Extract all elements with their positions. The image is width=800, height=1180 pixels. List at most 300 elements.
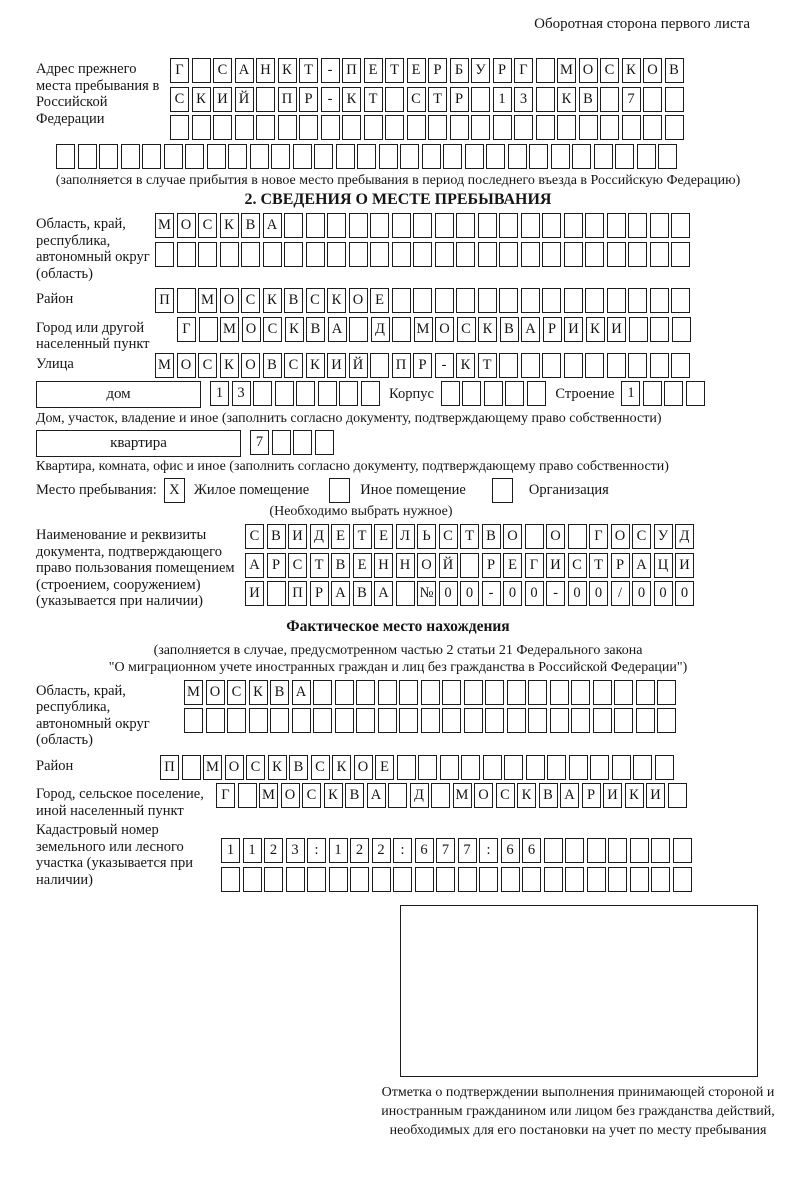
kvartira-row[interactable] bbox=[250, 430, 336, 455]
char-cell[interactable]: Р bbox=[543, 317, 562, 342]
char-cell[interactable]: С bbox=[311, 755, 330, 780]
char-cell[interactable]: О bbox=[417, 553, 436, 578]
char-cell[interactable] bbox=[327, 242, 346, 267]
char-cell[interactable]: И bbox=[546, 553, 565, 578]
char-cell[interactable] bbox=[206, 708, 225, 733]
char-cell[interactable] bbox=[177, 288, 196, 313]
char-cell[interactable] bbox=[356, 708, 375, 733]
char-cell[interactable]: А bbox=[292, 680, 311, 705]
char-cell[interactable] bbox=[542, 288, 561, 313]
char-cell[interactable] bbox=[607, 353, 626, 378]
char-cell[interactable]: К bbox=[456, 353, 475, 378]
char-cell[interactable] bbox=[442, 680, 461, 705]
char-cell[interactable] bbox=[587, 867, 606, 892]
char-cell[interactable] bbox=[78, 144, 97, 169]
char-cell[interactable]: С bbox=[263, 317, 282, 342]
char-cell[interactable] bbox=[335, 708, 354, 733]
char-cell[interactable]: - bbox=[435, 353, 454, 378]
char-cell[interactable] bbox=[378, 708, 397, 733]
char-cell[interactable] bbox=[585, 353, 604, 378]
char-cell[interactable] bbox=[342, 115, 361, 140]
char-cell[interactable] bbox=[392, 317, 411, 342]
char-cell[interactable]: Р bbox=[493, 58, 512, 83]
char-cell[interactable]: 0 bbox=[589, 581, 608, 606]
char-cell[interactable] bbox=[569, 755, 588, 780]
char-cell[interactable] bbox=[673, 867, 692, 892]
char-cell[interactable]: О bbox=[206, 680, 225, 705]
char-cell[interactable] bbox=[370, 213, 389, 238]
char-cell[interactable]: В bbox=[289, 755, 308, 780]
char-cell[interactable]: 7 bbox=[622, 87, 641, 112]
char-cell[interactable] bbox=[650, 317, 669, 342]
char-cell[interactable] bbox=[585, 242, 604, 267]
char-cell[interactable] bbox=[608, 867, 627, 892]
char-cell[interactable] bbox=[565, 867, 584, 892]
char-cell[interactable] bbox=[564, 353, 583, 378]
char-cell[interactable] bbox=[250, 144, 269, 169]
char-cell[interactable] bbox=[442, 708, 461, 733]
char-cell[interactable] bbox=[372, 867, 391, 892]
char-cell[interactable]: П bbox=[392, 353, 411, 378]
char-cell[interactable] bbox=[536, 115, 555, 140]
fact-oblast-row-2[interactable] bbox=[184, 708, 679, 733]
char-cell[interactable]: С bbox=[632, 524, 651, 549]
char-cell[interactable] bbox=[278, 115, 297, 140]
char-cell[interactable]: К bbox=[327, 288, 346, 313]
char-cell[interactable] bbox=[547, 755, 566, 780]
char-cell[interactable]: К bbox=[249, 680, 268, 705]
char-cell[interactable]: М bbox=[414, 317, 433, 342]
char-cell[interactable]: А bbox=[367, 783, 386, 808]
char-cell[interactable] bbox=[170, 115, 189, 140]
char-cell[interactable] bbox=[651, 838, 670, 863]
char-cell[interactable]: С bbox=[439, 524, 458, 549]
char-cell[interactable]: В bbox=[270, 680, 289, 705]
char-cell[interactable] bbox=[521, 288, 540, 313]
char-cell[interactable] bbox=[514, 115, 533, 140]
char-cell[interactable]: 7 bbox=[436, 838, 455, 863]
char-cell[interactable]: Р bbox=[267, 553, 286, 578]
char-cell[interactable] bbox=[486, 144, 505, 169]
char-cell[interactable] bbox=[665, 87, 684, 112]
char-cell[interactable] bbox=[286, 867, 305, 892]
char-cell[interactable] bbox=[393, 867, 412, 892]
char-cell[interactable]: Г bbox=[525, 553, 544, 578]
char-cell[interactable] bbox=[564, 213, 583, 238]
char-cell[interactable] bbox=[361, 381, 380, 406]
korpus-row[interactable] bbox=[441, 381, 549, 406]
char-cell[interactable] bbox=[350, 867, 369, 892]
char-cell[interactable] bbox=[484, 381, 503, 406]
char-cell[interactable] bbox=[421, 708, 440, 733]
char-cell[interactable] bbox=[349, 317, 368, 342]
char-cell[interactable] bbox=[614, 708, 633, 733]
char-cell[interactable] bbox=[315, 430, 334, 455]
char-cell[interactable] bbox=[460, 553, 479, 578]
char-cell[interactable] bbox=[364, 115, 383, 140]
char-cell[interactable] bbox=[507, 680, 526, 705]
char-cell[interactable]: А bbox=[263, 213, 282, 238]
char-cell[interactable] bbox=[293, 144, 312, 169]
char-cell[interactable] bbox=[385, 115, 404, 140]
char-cell[interactable] bbox=[464, 680, 483, 705]
char-cell[interactable] bbox=[461, 755, 480, 780]
char-cell[interactable]: В bbox=[241, 213, 260, 238]
char-cell[interactable] bbox=[413, 288, 432, 313]
char-cell[interactable] bbox=[392, 288, 411, 313]
char-cell[interactable]: А bbox=[632, 553, 651, 578]
char-cell[interactable] bbox=[385, 87, 404, 112]
char-cell[interactable] bbox=[628, 288, 647, 313]
char-cell[interactable] bbox=[336, 144, 355, 169]
char-cell[interactable] bbox=[557, 115, 576, 140]
char-cell[interactable]: В bbox=[353, 581, 372, 606]
char-cell[interactable]: И bbox=[213, 87, 232, 112]
char-cell[interactable]: А bbox=[328, 317, 347, 342]
char-cell[interactable] bbox=[571, 680, 590, 705]
char-cell[interactable] bbox=[628, 213, 647, 238]
char-cell[interactable]: И bbox=[288, 524, 307, 549]
char-cell[interactable]: К bbox=[285, 317, 304, 342]
char-cell[interactable] bbox=[637, 144, 656, 169]
char-cell[interactable] bbox=[529, 144, 548, 169]
char-cell[interactable] bbox=[665, 115, 684, 140]
char-cell[interactable]: Т bbox=[589, 553, 608, 578]
char-cell[interactable] bbox=[321, 115, 340, 140]
char-cell[interactable] bbox=[521, 242, 540, 267]
char-cell[interactable] bbox=[542, 213, 561, 238]
char-cell[interactable]: 3 bbox=[514, 87, 533, 112]
char-cell[interactable]: К bbox=[517, 783, 536, 808]
char-cell[interactable] bbox=[607, 213, 626, 238]
char-cell[interactable] bbox=[565, 838, 584, 863]
char-cell[interactable]: К bbox=[263, 288, 282, 313]
char-cell[interactable] bbox=[249, 708, 268, 733]
char-cell[interactable] bbox=[284, 242, 303, 267]
char-cell[interactable]: А bbox=[560, 783, 579, 808]
char-cell[interactable]: И bbox=[603, 783, 622, 808]
char-cell[interactable]: 0 bbox=[460, 581, 479, 606]
char-cell[interactable] bbox=[612, 755, 631, 780]
char-cell[interactable]: И bbox=[327, 353, 346, 378]
char-cell[interactable] bbox=[407, 115, 426, 140]
ulitsa-row[interactable] bbox=[155, 353, 693, 378]
document-row-2[interactable] bbox=[245, 553, 697, 578]
char-cell[interactable]: О bbox=[503, 524, 522, 549]
char-cell[interactable] bbox=[504, 755, 523, 780]
char-cell[interactable] bbox=[318, 381, 337, 406]
char-cell[interactable] bbox=[499, 242, 518, 267]
char-cell[interactable] bbox=[600, 87, 619, 112]
char-cell[interactable] bbox=[192, 115, 211, 140]
char-cell[interactable] bbox=[441, 381, 460, 406]
char-cell[interactable] bbox=[464, 708, 483, 733]
char-cell[interactable] bbox=[499, 288, 518, 313]
char-cell[interactable]: Е bbox=[370, 288, 389, 313]
char-cell[interactable]: М bbox=[155, 213, 174, 238]
char-cell[interactable] bbox=[356, 680, 375, 705]
char-cell[interactable]: Д bbox=[310, 524, 329, 549]
char-cell[interactable]: К bbox=[278, 58, 297, 83]
char-cell[interactable]: 2 bbox=[372, 838, 391, 863]
char-cell[interactable]: У bbox=[471, 58, 490, 83]
char-cell[interactable] bbox=[314, 144, 333, 169]
fact-gorod-row[interactable] bbox=[216, 783, 689, 808]
char-cell[interactable] bbox=[465, 144, 484, 169]
char-cell[interactable]: К bbox=[332, 755, 351, 780]
char-cell[interactable] bbox=[388, 783, 407, 808]
char-cell[interactable] bbox=[235, 115, 254, 140]
char-cell[interactable] bbox=[633, 755, 652, 780]
char-cell[interactable] bbox=[585, 288, 604, 313]
char-cell[interactable]: Е bbox=[331, 524, 350, 549]
char-cell[interactable] bbox=[182, 755, 201, 780]
gorod-row[interactable] bbox=[177, 317, 693, 342]
char-cell[interactable]: С bbox=[306, 288, 325, 313]
char-cell[interactable]: В bbox=[345, 783, 364, 808]
char-cell[interactable]: Г bbox=[216, 783, 235, 808]
fact-raion-row[interactable] bbox=[160, 755, 676, 780]
char-cell[interactable]: П bbox=[288, 581, 307, 606]
char-cell[interactable]: В bbox=[482, 524, 501, 549]
char-cell[interactable] bbox=[296, 381, 315, 406]
char-cell[interactable] bbox=[636, 680, 655, 705]
char-cell[interactable] bbox=[177, 242, 196, 267]
char-cell[interactable] bbox=[521, 353, 540, 378]
char-cell[interactable] bbox=[628, 242, 647, 267]
char-cell[interactable] bbox=[471, 115, 490, 140]
char-cell[interactable] bbox=[672, 317, 691, 342]
char-cell[interactable]: 7 bbox=[250, 430, 269, 455]
char-cell[interactable]: Б bbox=[450, 58, 469, 83]
char-cell[interactable]: Р bbox=[482, 553, 501, 578]
char-cell[interactable]: С bbox=[198, 213, 217, 238]
char-cell[interactable] bbox=[271, 144, 290, 169]
char-cell[interactable]: В bbox=[500, 317, 519, 342]
char-cell[interactable] bbox=[551, 144, 570, 169]
char-cell[interactable] bbox=[184, 708, 203, 733]
char-cell[interactable]: П bbox=[278, 87, 297, 112]
char-cell[interactable] bbox=[396, 581, 415, 606]
char-cell[interactable]: 7 bbox=[458, 838, 477, 863]
char-cell[interactable] bbox=[349, 213, 368, 238]
char-cell[interactable]: О bbox=[643, 58, 662, 83]
char-cell[interactable] bbox=[185, 144, 204, 169]
char-cell[interactable] bbox=[658, 144, 677, 169]
char-cell[interactable]: П bbox=[342, 58, 361, 83]
char-cell[interactable]: 3 bbox=[286, 838, 305, 863]
char-cell[interactable]: М bbox=[198, 288, 217, 313]
char-cell[interactable]: С bbox=[170, 87, 189, 112]
char-cell[interactable]: М bbox=[184, 680, 203, 705]
char-cell[interactable]: Т bbox=[478, 353, 497, 378]
fact-oblast-row-1[interactable] bbox=[184, 680, 679, 705]
char-cell[interactable]: 6 bbox=[522, 838, 541, 863]
char-cell[interactable] bbox=[399, 680, 418, 705]
organizatsiya-checkbox[interactable] bbox=[492, 478, 513, 503]
char-cell[interactable]: - bbox=[482, 581, 501, 606]
char-cell[interactable] bbox=[400, 144, 419, 169]
char-cell[interactable] bbox=[593, 680, 612, 705]
char-cell[interactable] bbox=[155, 242, 174, 267]
char-cell[interactable] bbox=[227, 708, 246, 733]
char-cell[interactable] bbox=[256, 115, 275, 140]
char-cell[interactable] bbox=[253, 381, 272, 406]
char-cell[interactable]: С bbox=[302, 783, 321, 808]
char-cell[interactable] bbox=[241, 242, 260, 267]
char-cell[interactable]: М bbox=[453, 783, 472, 808]
char-cell[interactable] bbox=[485, 708, 504, 733]
char-cell[interactable] bbox=[507, 708, 526, 733]
char-cell[interactable] bbox=[220, 242, 239, 267]
char-cell[interactable] bbox=[607, 288, 626, 313]
char-cell[interactable] bbox=[587, 838, 606, 863]
char-cell[interactable]: И bbox=[607, 317, 626, 342]
char-cell[interactable]: 2 bbox=[264, 838, 283, 863]
char-cell[interactable] bbox=[501, 867, 520, 892]
char-cell[interactable]: О bbox=[474, 783, 493, 808]
char-cell[interactable]: 1 bbox=[210, 381, 229, 406]
char-cell[interactable] bbox=[544, 838, 563, 863]
char-cell[interactable] bbox=[585, 213, 604, 238]
char-cell[interactable] bbox=[313, 680, 332, 705]
char-cell[interactable] bbox=[528, 708, 547, 733]
char-cell[interactable] bbox=[256, 87, 275, 112]
char-cell[interactable]: О bbox=[349, 288, 368, 313]
char-cell[interactable] bbox=[221, 867, 240, 892]
dom-row[interactable] bbox=[210, 381, 382, 406]
char-cell[interactable] bbox=[622, 115, 641, 140]
char-cell[interactable] bbox=[199, 317, 218, 342]
char-cell[interactable] bbox=[478, 213, 497, 238]
char-cell[interactable]: - bbox=[321, 58, 340, 83]
char-cell[interactable] bbox=[572, 144, 591, 169]
char-cell[interactable] bbox=[435, 288, 454, 313]
char-cell[interactable] bbox=[651, 867, 670, 892]
char-cell[interactable] bbox=[428, 115, 447, 140]
char-cell[interactable] bbox=[121, 144, 140, 169]
char-cell[interactable] bbox=[608, 838, 627, 863]
char-cell[interactable] bbox=[392, 242, 411, 267]
char-cell[interactable] bbox=[478, 242, 497, 267]
char-cell[interactable] bbox=[527, 381, 546, 406]
char-cell[interactable]: / bbox=[611, 581, 630, 606]
char-cell[interactable]: 0 bbox=[654, 581, 673, 606]
char-cell[interactable] bbox=[571, 708, 590, 733]
char-cell[interactable] bbox=[243, 867, 262, 892]
char-cell[interactable]: Г bbox=[170, 58, 189, 83]
char-cell[interactable] bbox=[550, 680, 569, 705]
char-cell[interactable] bbox=[198, 242, 217, 267]
char-cell[interactable] bbox=[263, 242, 282, 267]
char-cell[interactable]: К bbox=[220, 213, 239, 238]
char-cell[interactable] bbox=[299, 115, 318, 140]
char-cell[interactable]: С bbox=[227, 680, 246, 705]
char-cell[interactable] bbox=[378, 680, 397, 705]
char-cell[interactable] bbox=[499, 353, 518, 378]
char-cell[interactable]: О bbox=[579, 58, 598, 83]
char-cell[interactable] bbox=[564, 242, 583, 267]
raion-row[interactable] bbox=[155, 288, 693, 313]
char-cell[interactable]: О bbox=[225, 755, 244, 780]
char-cell[interactable] bbox=[671, 213, 690, 238]
char-cell[interactable] bbox=[456, 213, 475, 238]
char-cell[interactable]: С bbox=[284, 353, 303, 378]
char-cell[interactable] bbox=[56, 144, 75, 169]
char-cell[interactable]: К bbox=[557, 87, 576, 112]
char-cell[interactable] bbox=[493, 115, 512, 140]
char-cell[interactable]: К bbox=[586, 317, 605, 342]
char-cell[interactable]: Ц bbox=[654, 553, 673, 578]
char-cell[interactable]: 3 bbox=[232, 381, 251, 406]
char-cell[interactable]: О bbox=[177, 213, 196, 238]
char-cell[interactable]: - bbox=[546, 581, 565, 606]
char-cell[interactable] bbox=[508, 144, 527, 169]
char-cell[interactable] bbox=[629, 317, 648, 342]
char-cell[interactable]: Р bbox=[310, 581, 329, 606]
char-cell[interactable] bbox=[525, 524, 544, 549]
char-cell[interactable]: Р bbox=[299, 87, 318, 112]
char-cell[interactable] bbox=[306, 213, 325, 238]
char-cell[interactable] bbox=[643, 381, 662, 406]
char-cell[interactable]: Р bbox=[611, 553, 630, 578]
char-cell[interactable] bbox=[671, 242, 690, 267]
char-cell[interactable] bbox=[313, 708, 332, 733]
char-cell[interactable] bbox=[630, 838, 649, 863]
char-cell[interactable] bbox=[614, 680, 633, 705]
char-cell[interactable]: О bbox=[220, 288, 239, 313]
char-cell[interactable]: О bbox=[241, 353, 260, 378]
char-cell[interactable] bbox=[307, 867, 326, 892]
char-cell[interactable]: 2 bbox=[350, 838, 369, 863]
char-cell[interactable]: С bbox=[246, 755, 265, 780]
oblast-row-1[interactable] bbox=[155, 213, 693, 238]
char-cell[interactable] bbox=[164, 144, 183, 169]
char-cell[interactable] bbox=[636, 708, 655, 733]
char-cell[interactable] bbox=[505, 381, 524, 406]
char-cell[interactable]: Т bbox=[299, 58, 318, 83]
char-cell[interactable]: № bbox=[417, 581, 436, 606]
char-cell[interactable] bbox=[99, 144, 118, 169]
char-cell[interactable] bbox=[544, 867, 563, 892]
char-cell[interactable] bbox=[671, 353, 690, 378]
char-cell[interactable] bbox=[630, 867, 649, 892]
char-cell[interactable] bbox=[421, 680, 440, 705]
char-cell[interactable] bbox=[643, 87, 662, 112]
char-cell[interactable]: М bbox=[259, 783, 278, 808]
char-cell[interactable]: Р bbox=[413, 353, 432, 378]
char-cell[interactable]: 0 bbox=[439, 581, 458, 606]
prev-address-row-1[interactable] bbox=[170, 58, 686, 83]
char-cell[interactable]: 6 bbox=[415, 838, 434, 863]
char-cell[interactable]: В bbox=[665, 58, 684, 83]
char-cell[interactable] bbox=[329, 867, 348, 892]
char-cell[interactable]: Т bbox=[385, 58, 404, 83]
char-cell[interactable]: С bbox=[457, 317, 476, 342]
char-cell[interactable]: Р bbox=[582, 783, 601, 808]
char-cell[interactable] bbox=[528, 680, 547, 705]
char-cell[interactable]: В bbox=[263, 353, 282, 378]
char-cell[interactable] bbox=[657, 708, 676, 733]
char-cell[interactable] bbox=[213, 115, 232, 140]
char-cell[interactable]: И bbox=[245, 581, 264, 606]
char-cell[interactable]: Л bbox=[396, 524, 415, 549]
char-cell[interactable]: С bbox=[568, 553, 587, 578]
char-cell[interactable]: 1 bbox=[621, 381, 640, 406]
char-cell[interactable] bbox=[399, 708, 418, 733]
char-cell[interactable]: М bbox=[557, 58, 576, 83]
char-cell[interactable]: В bbox=[331, 553, 350, 578]
